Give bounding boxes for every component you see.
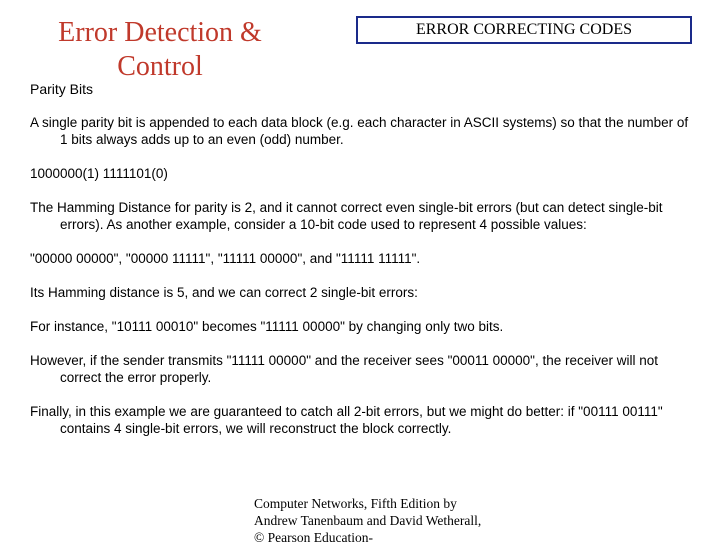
subtitle: Parity Bits (30, 81, 94, 97)
slide-title: Error Detection & Control (58, 17, 262, 82)
paragraph: A single parity bit is appended to each data block (e.g. each character in ASCII systems) so that the number of 1 bits always adds up to an even (odd) number. (30, 115, 689, 147)
paragraph: Finally, in this example we are guaranteed to catch all 2-bit errors, but we might do better: if "00111 00111" contains 4 single-bit errors, we will reconstruct the block correctly. (30, 404, 663, 436)
paragraph: For instance, "10111 00010" becomes "11111 00000" by changing only two bits. (30, 319, 504, 334)
paragraph: Its Hamming distance is 5, and we can correct 2 single-bit errors: (30, 285, 418, 300)
paragraph: However, if the sender transmits "11111 00000" and the receiver sees "00011 00000", the receiver will not correct the error properly. (30, 353, 659, 385)
paragraph: "00000 00000", "00000 11111", "11111 00000", and "11111 11111". (30, 251, 421, 266)
section-label: ERROR CORRECTING CODES (415, 21, 633, 38)
paragraph: 1000000(1) 1111101(0) (30, 166, 168, 181)
slide-body (30, 114, 690, 454)
section-label-box (356, 16, 692, 44)
footer-citation: Computer Networks, Fifth Edition by Andrew Tanenbaum and David Wetherall, © Pearson Education- (254, 496, 482, 545)
paragraph: The Hamming Distance for parity is 2, and it cannot correct even single-bit errors (but can detect single-bit errors). As another example, consider a 10-bit code used to represent 4 possible values: (30, 200, 663, 232)
